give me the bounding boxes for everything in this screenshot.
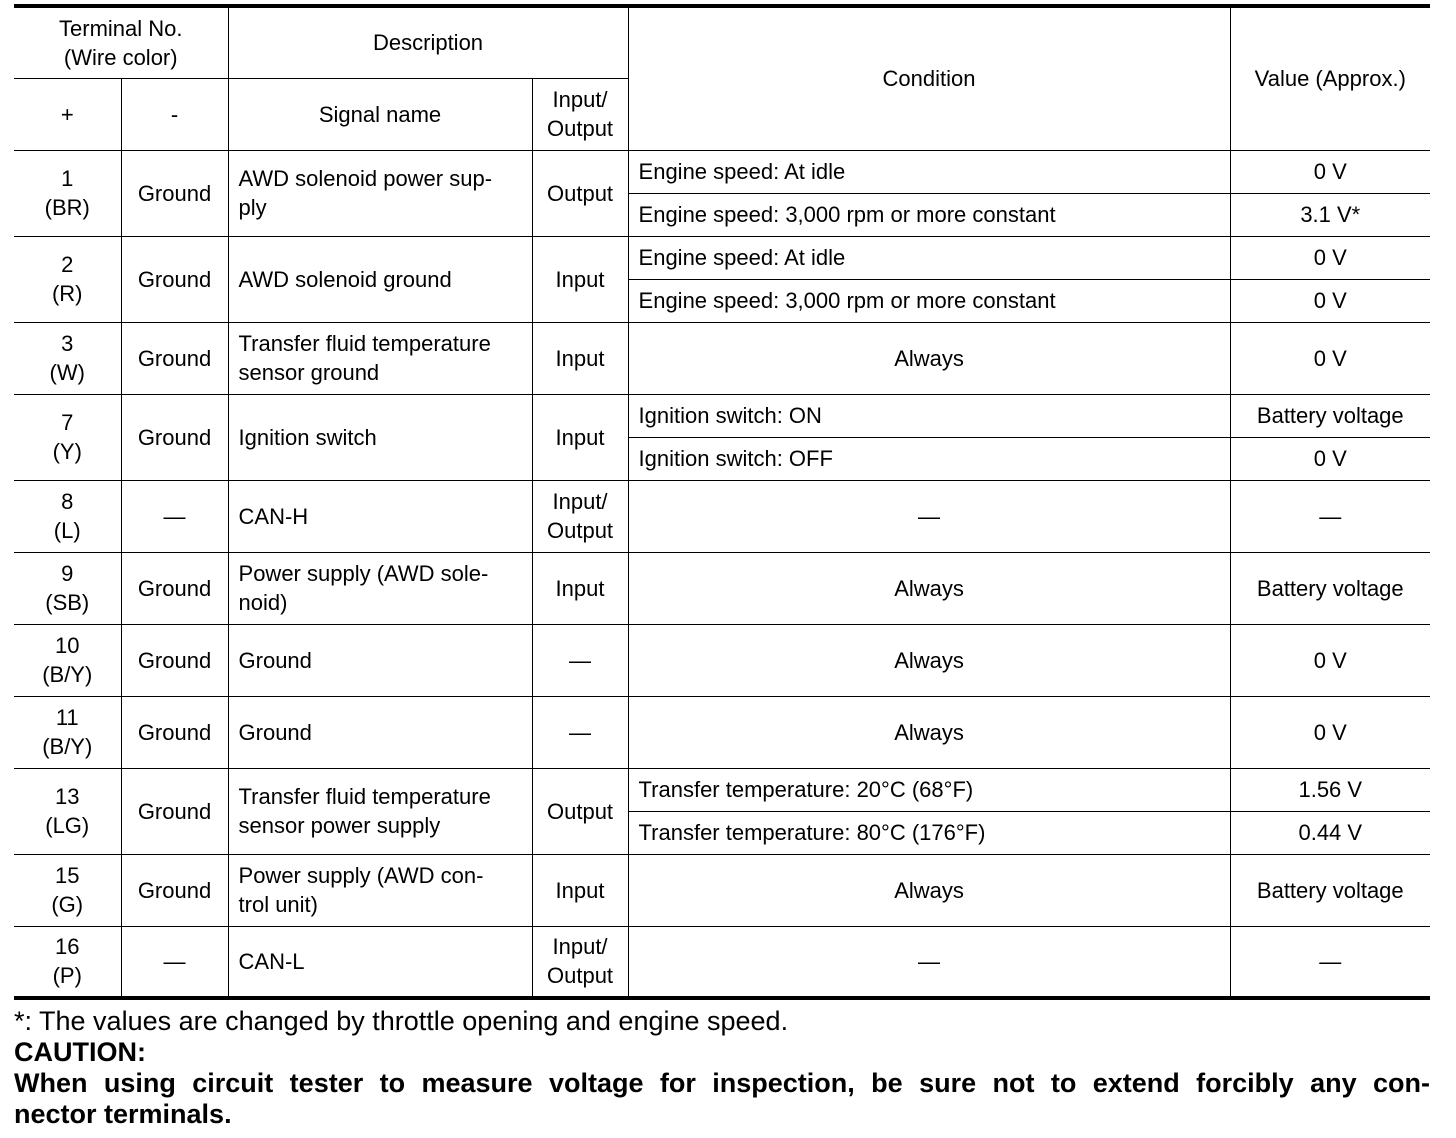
table-row — [14, 150, 1430, 193]
input-output-cell — [532, 854, 628, 926]
condition-cell: Always — [628, 322, 1230, 394]
wire-color: (Y) — [52, 439, 82, 464]
value-cell: — — [1230, 926, 1430, 998]
terminal-number-cell — [14, 768, 121, 854]
signal-name-header: Signal name — [228, 78, 532, 150]
signal-name-cell — [228, 236, 532, 322]
value-cell: 1.56 V — [1230, 768, 1430, 811]
input-output-line: Input — [555, 877, 605, 903]
input-output-cell — [532, 696, 628, 768]
input-output-cell — [532, 480, 628, 552]
signal-name-line: Ignition switch — [238, 424, 377, 450]
terminal-number-cell — [14, 854, 121, 926]
wire-color: (LG) — [45, 813, 90, 838]
condition-cell: Transfer temperature: 20°C (68°F) — [628, 768, 1230, 811]
terminal-number-cell — [14, 394, 121, 480]
input-output-line: Output — [547, 518, 614, 543]
terminal-number: 11 — [55, 705, 79, 730]
signal-name-cell — [228, 552, 532, 624]
terminal-number-cell — [14, 624, 121, 696]
signal-name-cell — [228, 624, 532, 696]
signal-name-cell — [228, 480, 532, 552]
input-output-line: Output — [547, 180, 614, 206]
table-header — [14, 6, 1430, 150]
minus-terminal-cell: Ground — [121, 236, 228, 322]
terminal-number-cell — [14, 696, 121, 768]
input-output-line: Input/ — [552, 934, 608, 960]
signal-name-cell — [228, 696, 532, 768]
wire-color: (BR) — [44, 195, 90, 220]
input-output-line: Input — [555, 345, 605, 371]
terminal-number: 15 — [55, 863, 80, 888]
signal-name-line: Transfer fluid temperature — [238, 784, 491, 809]
value-cell: 0 V — [1230, 437, 1430, 480]
terminal-values-table — [14, 4, 1430, 1000]
input-output-cell — [532, 322, 628, 394]
input-output-cell — [532, 624, 628, 696]
minus-terminal-cell: — — [121, 926, 228, 998]
notes-section — [14, 1006, 1430, 1130]
input-output-line: Input — [555, 424, 605, 450]
wire-color: (P) — [52, 963, 82, 989]
signal-name-cell — [228, 322, 532, 394]
condition-cell: Always — [628, 854, 1230, 926]
table-row — [14, 624, 1430, 696]
table-row — [14, 480, 1430, 552]
wire-color: (W) — [49, 360, 85, 385]
caution-title: CAUTION: — [14, 1037, 146, 1067]
condition-cell: — — [628, 480, 1230, 552]
signal-name-line: Power supply (AWD con- — [238, 863, 484, 888]
input-output-header — [532, 78, 628, 150]
minus-terminal-cell: Ground — [121, 854, 228, 926]
input-output-line: Input/ — [552, 489, 608, 514]
io-header-line2: Output — [547, 116, 614, 141]
signal-name-line: AWD solenoid power sup- — [238, 166, 493, 191]
plus-header: + — [14, 78, 121, 150]
terminal-number: 3 — [61, 331, 74, 356]
wire-color: (SB) — [45, 590, 90, 615]
input-output-cell — [532, 926, 628, 998]
minus-terminal-cell: Ground — [121, 394, 228, 480]
value-cell: Battery voltage — [1230, 854, 1430, 926]
value-cell: — — [1230, 480, 1430, 552]
input-output-line: Input — [555, 575, 605, 601]
signal-name-line: Ground — [238, 719, 312, 745]
condition-header: Condition — [628, 6, 1230, 150]
wire-color: (L) — [53, 518, 81, 543]
wire-color-label: (Wire color) — [63, 44, 178, 70]
table-row — [14, 322, 1430, 394]
value-cell: 0 V — [1230, 624, 1430, 696]
condition-cell: — — [628, 926, 1230, 998]
condition-cell: Engine speed: 3,000 rpm or more constant — [628, 279, 1230, 322]
terminal-no-header — [14, 6, 228, 78]
caution-line: nector terminals. — [14, 1099, 232, 1129]
condition-cell: Always — [628, 696, 1230, 768]
table-row — [14, 552, 1430, 624]
terminal-number: 9 — [61, 561, 74, 586]
terminal-number-cell — [14, 552, 121, 624]
input-output-line: Output — [547, 798, 614, 824]
signal-name-cell — [228, 150, 532, 236]
signal-name-line: trol unit) — [238, 892, 318, 917]
table-row — [14, 854, 1430, 926]
signal-name-line: sensor power supply — [238, 813, 441, 838]
value-cell: 0.44 V — [1230, 811, 1430, 854]
terminal-no-label: Terminal No. — [59, 15, 183, 41]
input-output-cell — [532, 768, 628, 854]
signal-name-line: CAN-H — [238, 503, 309, 529]
input-output-line: — — [569, 719, 592, 745]
terminal-number: 2 — [61, 252, 74, 277]
value-cell: 0 V — [1230, 150, 1430, 193]
input-output-cell — [532, 552, 628, 624]
condition-cell: Engine speed: At idle — [628, 236, 1230, 279]
value-cell: 0 V — [1230, 279, 1430, 322]
minus-terminal-cell: Ground — [121, 768, 228, 854]
io-header-line1: Input/ — [552, 87, 608, 112]
caution-line: When using circuit tester to measure voltage for inspection, be sure not to extend forcibly any con- — [14, 1068, 1430, 1098]
condition-cell: Transfer temperature: 80°C (176°F) — [628, 811, 1230, 854]
table-row — [14, 236, 1430, 279]
minus-terminal-cell: Ground — [121, 696, 228, 768]
table-row — [14, 768, 1430, 811]
signal-name-line: AWD solenoid ground — [238, 266, 452, 292]
input-output-line: Output — [547, 963, 614, 989]
value-cell: 3.1 V* — [1230, 193, 1430, 236]
minus-terminal-cell: Ground — [121, 624, 228, 696]
value-cell: 0 V — [1230, 236, 1430, 279]
condition-cell: Engine speed: At idle — [628, 150, 1230, 193]
signal-name-cell — [228, 854, 532, 926]
input-output-line: Input — [555, 266, 605, 292]
minus-terminal-cell: Ground — [121, 552, 228, 624]
terminal-number-cell — [14, 322, 121, 394]
signal-name-line: ply — [238, 195, 267, 220]
terminal-number: 10 — [55, 633, 80, 658]
input-output-cell — [532, 150, 628, 236]
condition-cell: Always — [628, 624, 1230, 696]
table-row — [14, 394, 1430, 437]
minus-terminal-cell: — — [121, 480, 228, 552]
terminal-number-cell — [14, 150, 121, 236]
terminal-number-cell — [14, 236, 121, 322]
value-cell: Battery voltage — [1230, 552, 1430, 624]
signal-name-line: Power supply (AWD sole- — [238, 561, 489, 586]
signal-name-cell — [228, 926, 532, 998]
description-header: Description — [228, 6, 628, 78]
wire-color: (R) — [51, 281, 83, 306]
signal-name-line: noid) — [238, 590, 288, 615]
condition-cell: Ignition switch: OFF — [628, 437, 1230, 480]
value-cell: Battery voltage — [1230, 394, 1430, 437]
condition-cell: Engine speed: 3,000 rpm or more constant — [628, 193, 1230, 236]
value-header: Value (Approx.) — [1230, 6, 1430, 150]
minus-header: - — [121, 78, 228, 150]
signal-name-line: sensor ground — [238, 360, 380, 385]
caution-text — [14, 1068, 1430, 1130]
wire-color: (G) — [51, 892, 84, 917]
terminal-number: 7 — [61, 410, 74, 435]
condition-cell: Ignition switch: ON — [628, 394, 1230, 437]
condition-cell: Always — [628, 552, 1230, 624]
terminal-number: 8 — [61, 489, 74, 514]
signal-name-cell — [228, 768, 532, 854]
terminal-number-cell — [14, 926, 121, 998]
minus-terminal-cell: Ground — [121, 322, 228, 394]
footnote: *: The values are changed by throttle opening and engine speed. — [14, 1006, 789, 1036]
wire-color: (B/Y) — [42, 662, 93, 687]
terminal-number: 13 — [55, 784, 80, 809]
terminal-number-cell — [14, 480, 121, 552]
input-output-line: — — [569, 647, 592, 673]
terminal-reference-sheet — [14, 4, 1430, 1130]
table-body — [14, 150, 1430, 998]
value-cell: 0 V — [1230, 322, 1430, 394]
signal-name-line: Transfer fluid temperature — [238, 331, 491, 356]
input-output-cell — [532, 236, 628, 322]
table-row — [14, 926, 1430, 998]
terminal-number: 1 — [61, 166, 74, 191]
minus-terminal-cell: Ground — [121, 150, 228, 236]
wire-color: (B/Y) — [42, 734, 93, 759]
terminal-number: 16 — [55, 934, 80, 960]
value-cell: 0 V — [1230, 696, 1430, 768]
signal-name-cell — [228, 394, 532, 480]
signal-name-line: CAN-L — [238, 948, 305, 974]
signal-name-line: Ground — [238, 647, 312, 673]
input-output-cell — [532, 394, 628, 480]
table-row — [14, 696, 1430, 768]
